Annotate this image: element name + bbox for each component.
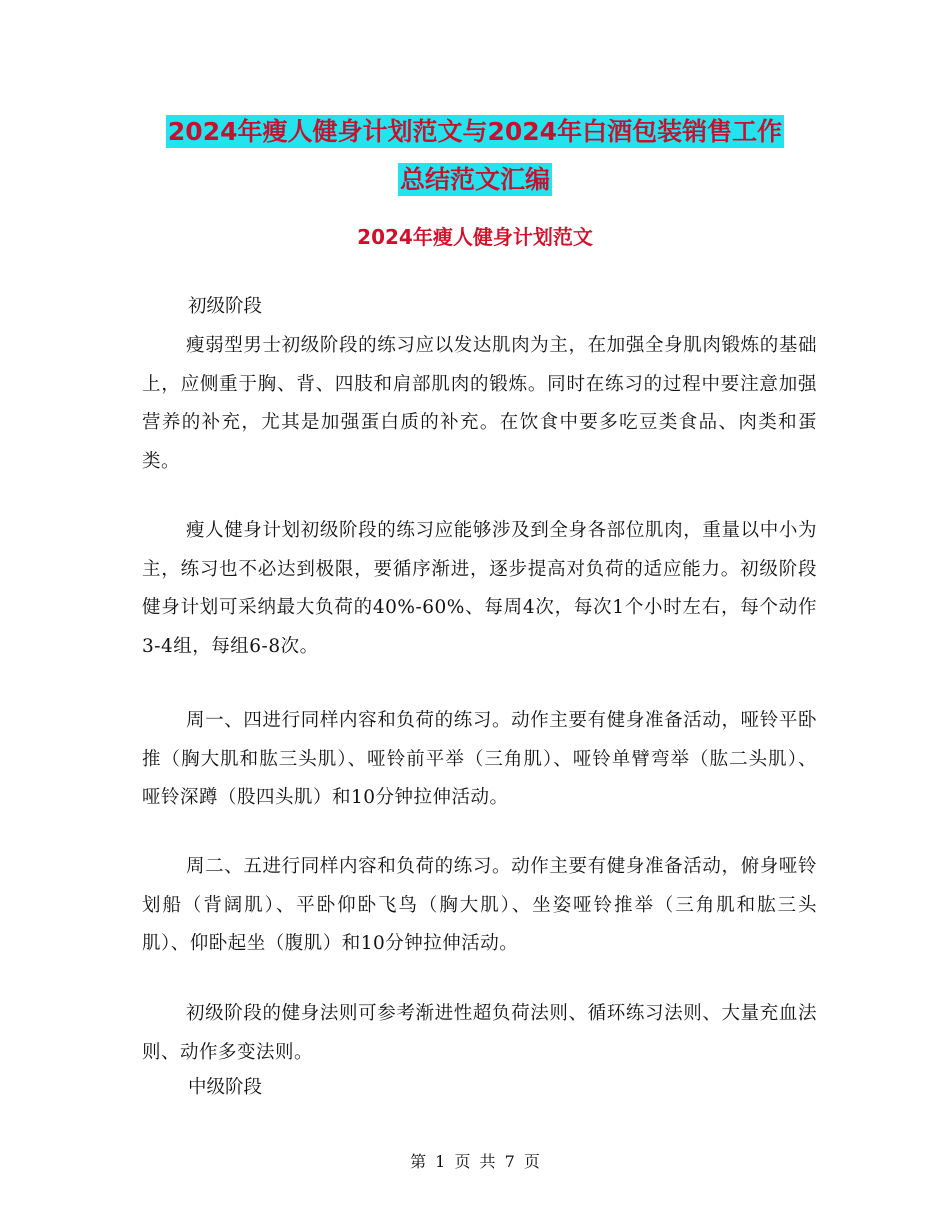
title-line-1: 2024年瘦人健身计划范文与2024年白酒包装销售工作: [167, 117, 783, 146]
document-title: [0, 108, 950, 204]
page-footer: 第 1 页 共 7 页: [410, 1152, 540, 1171]
paragraph-4: 周二、五进行同样内容和负荷的练习。动作主要有健身准备活动，俯身哑铃划船（背阔肌）、平卧仰卧飞鸟（胸大肌）、坐姿哑铃推举（三角肌和肱三头肌）、仰卧起坐（腹肌）和10分钟拉伸活动。: [142, 856, 817, 954]
paragraph-1: 瘦弱型男士初级阶段的练习应以发达肌肉为主，在加强全身肌肉锻炼的基础上，应侧重于胸、背、四肢和肩部肌肉的锻炼。同时在练习的过程中要注意加强营养的补充，尤其是加强蛋白质的补充。在饮食中要多吃豆类食品、肉类和蛋类。: [142, 335, 817, 472]
heading-beginner: 初级阶段: [188, 296, 263, 317]
paragraph-3: 周一、四进行同样内容和负荷的练习。动作主要有健身准备活动，哑铃平卧推（胸大肌和肱三头肌）、哑铃前平举（三角肌）、哑铃单臂弯举（肱二头肌）、哑铃深蹲（股四头肌）和10分钟拉伸活动。: [142, 710, 817, 808]
section-title: 2024年瘦人健身计划范文: [357, 225, 593, 249]
heading-intermediate: 中级阶段: [188, 1077, 263, 1098]
paragraph-5: 初级阶段的健身法则可参考渐进性超负荷法则、循环练习法则、大量充血法则、动作多变法则。: [142, 1003, 817, 1063]
paragraph-2: 瘦人健身计划初级阶段的练习应能够涉及到全身各部位肌肉，重量以中小为主，练习也不必达到极限，要循序渐进，逐步提高对负荷的适应能力。初级阶段健身计划可采纳最大负荷的40%-60%、每周4次，每次1个小时左右，每个动作3-4组，每组6-8次。: [142, 520, 817, 657]
title-line-2: 总结范文汇编: [399, 165, 550, 194]
